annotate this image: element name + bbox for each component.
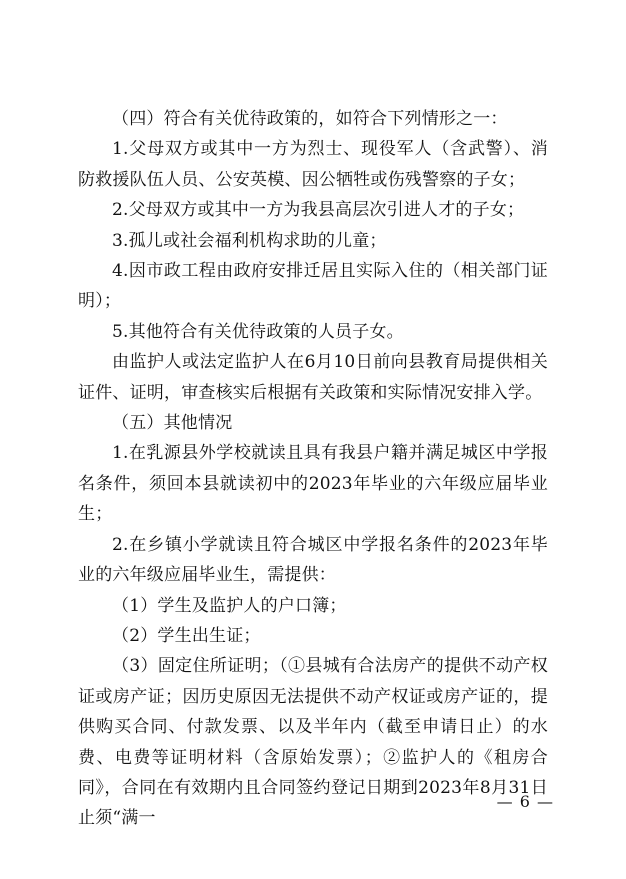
paragraph-item-martyr-military: 1.父母双方或其中一方为烈士、现役军人（含武警）、消防救援队伍人员、公安英模、因公牺牲或伤残警察的子女；	[78, 139, 548, 190]
paragraph-required-residence-proof: （3）固定住所证明；（①县城有合法房产的提供不动产权证或房产证；因历史原因无法提供不动产权证或房产证的，提供购买合同、付款发票、以及半年内（截至申请日止）的水费、电费等证明材料（含原始发票）；②监护人的《租房合同》，合同在有效期内且合同签约登记日期到2023年8月31日止须“满一	[78, 656, 548, 829]
paragraph-guardian-submission: 由监护人或法定监护人在6月10日前向县教育局提供相关证件、证明，审查核实后根据有关政策和实际情况安排入学。	[78, 352, 548, 403]
paragraph-item-relocation: 4.因市政工程由政府安排迁居且实际入住的（相关部门证明）；	[78, 261, 548, 312]
paragraph-other-situations-heading: （五）其他情况	[112, 413, 233, 434]
paragraph-item-orphan: 3.孤儿或社会福利机构求助的儿童；	[112, 230, 387, 251]
paragraph-preferential-policy-heading: （四）符合有关优待政策的，如符合下列情形之一：	[112, 109, 508, 129]
document-body	[78, 104, 548, 834]
paragraph-item-talent: 2.父母双方或其中一方为我县高层次引进人才的子女；	[112, 200, 525, 221]
paragraph-required-birth-certificate: （2）学生出生证；	[112, 625, 261, 646]
page-number: — 6 —	[496, 792, 554, 811]
paragraph-required-household-register: （1）学生及监护人的户口簿；	[112, 595, 347, 616]
paragraph-item-other-policy: 5.其他符合有关优待政策的人员子女。	[112, 321, 404, 342]
paragraph-township-students: 2.在乡镇小学就读且符合城区中学报名条件的2023年毕业的六年级应届毕业生，需提供：	[78, 534, 548, 586]
paragraph-outside-county-students: 1.在乳源县外学校就读且具有我县户籍并满足城区中学报名条件，须回本县就读初中的2023年毕业的六年级应届毕业生；	[78, 443, 548, 525]
